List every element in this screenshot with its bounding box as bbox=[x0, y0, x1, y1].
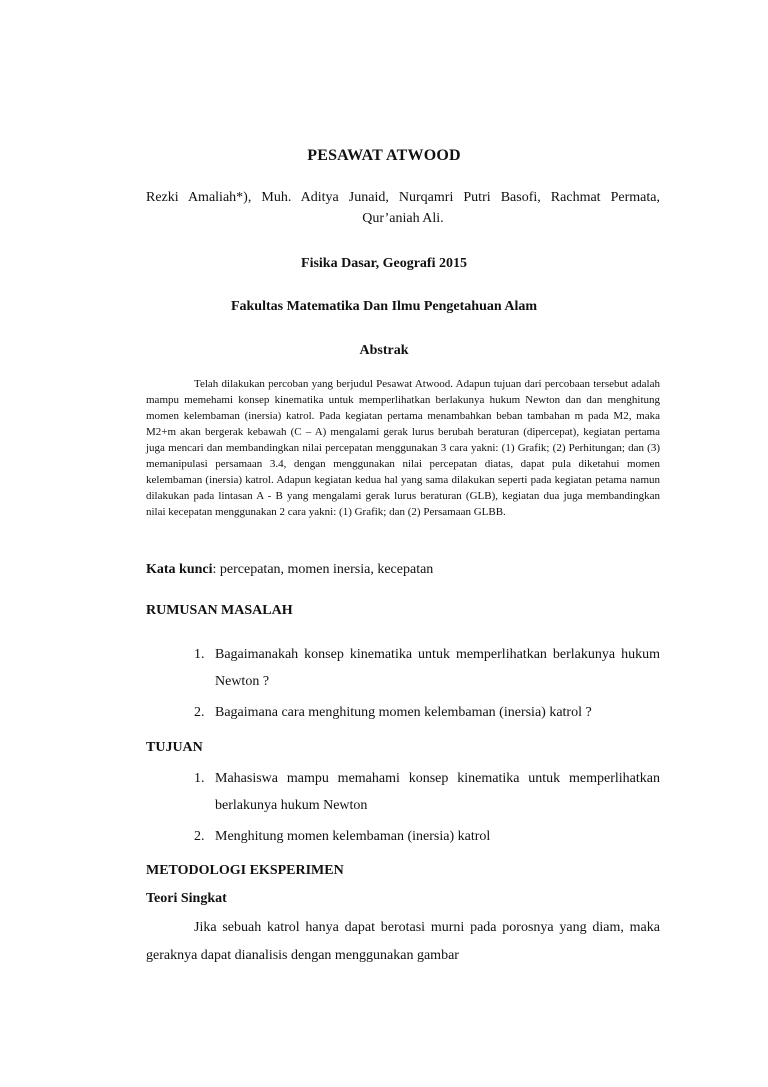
list-item-text: Menghitung momen kelembaman (inersia) katrol bbox=[215, 829, 491, 844]
faculty-line: Fakultas Matematika Dan Ilmu Pengetahuan Alam bbox=[230, 299, 538, 314]
keywords-text: : percepatan, momen inersia, kecepatan bbox=[212, 562, 434, 577]
metodologi-heading: METODOLOGI EKSPERIMEN bbox=[146, 863, 344, 878]
list-item-number: 1. bbox=[194, 771, 205, 786]
author-list: Rezki Amaliah*), Muh. Aditya Junaid, Nurqamri Putri Basofi, Rachmat Permata, Qur’aniah Ali. bbox=[146, 190, 660, 226]
abstract-text: Telah dilakukan percoban yang berjudul Pesawat Atwood. Adapun tujuan dari percobaan tersebut adalah mampu memehami konsep kinematika untuk memperlihatkan berlakunya hukum Newton dan dan menghitung momen kelembaman (inersia) katrol. Pada kegiatan pertama menambahkan beban tambahan m pada M2, maka M2+m akan bergerak kebawah (C – A) mengalami gerak lurus berubah beraturan (dipercepat), kegiatan pertama juga mencari dan membandingkan nilai percepatan menggunakan 3 cara yakni: (1) Grafik; (2) Perhitungan; dan (3) memanipulasi persamaan 3.4, dengan menggunakan nilai percepatan diatas, dapat pula diketahui momen kelembaman (inersia) katrol. Adapun kegiatan kedua hal yang sama dilakukan seperti pada kegiatan petama namun dilakukan pada lintasan A - B yang mengalami gerak lurus beraturan (GLB), kegiatan dua juga membandingkan nilai kecepatan menggunakan 2 cara yakni: (1) Grafik; dan (2) Persamaan GLBB. bbox=[146, 378, 660, 518]
course-line: Fisika Dasar, Geografi 2015 bbox=[301, 256, 467, 271]
list-item-number: 1. bbox=[194, 647, 205, 662]
list-item-text: Mahasiswa mampu memahami konsep kinematika untuk memperlihatkan berlakunya hukum Newton bbox=[215, 771, 660, 813]
list-item bbox=[146, 823, 660, 850]
list-item-text: Bagaimanakah konsep kinematika untuk memperlihatkan berlakunya hukum Newton ? bbox=[215, 647, 660, 689]
list-item bbox=[146, 765, 660, 819]
list-item-number: 2. bbox=[194, 705, 205, 720]
tujuan-list bbox=[146, 765, 660, 854]
keywords-line bbox=[146, 562, 660, 578]
list-item-number: 2. bbox=[194, 829, 205, 844]
rumusan-heading: RUMUSAN MASALAH bbox=[146, 603, 293, 618]
teori-heading: Teori Singkat bbox=[146, 891, 227, 906]
rumusan-list bbox=[146, 641, 660, 730]
list-item-text: Bagaimana cara menghitung momen kelembaman (inersia) katrol ? bbox=[215, 705, 592, 720]
teori-paragraph: Jika sebuah katrol hanya dapat berotasi murni pada porosnya yang diam, maka geraknya dapat dianalisis dengan menggunakan gambar bbox=[146, 920, 660, 963]
list-item bbox=[146, 699, 660, 726]
document-title: PESAWAT ATWOOD bbox=[307, 147, 461, 164]
keywords-label: Kata kunci bbox=[146, 562, 213, 577]
list-item bbox=[146, 641, 660, 695]
abstract-heading: Abstrak bbox=[359, 343, 409, 358]
tujuan-heading: TUJUAN bbox=[146, 740, 203, 755]
